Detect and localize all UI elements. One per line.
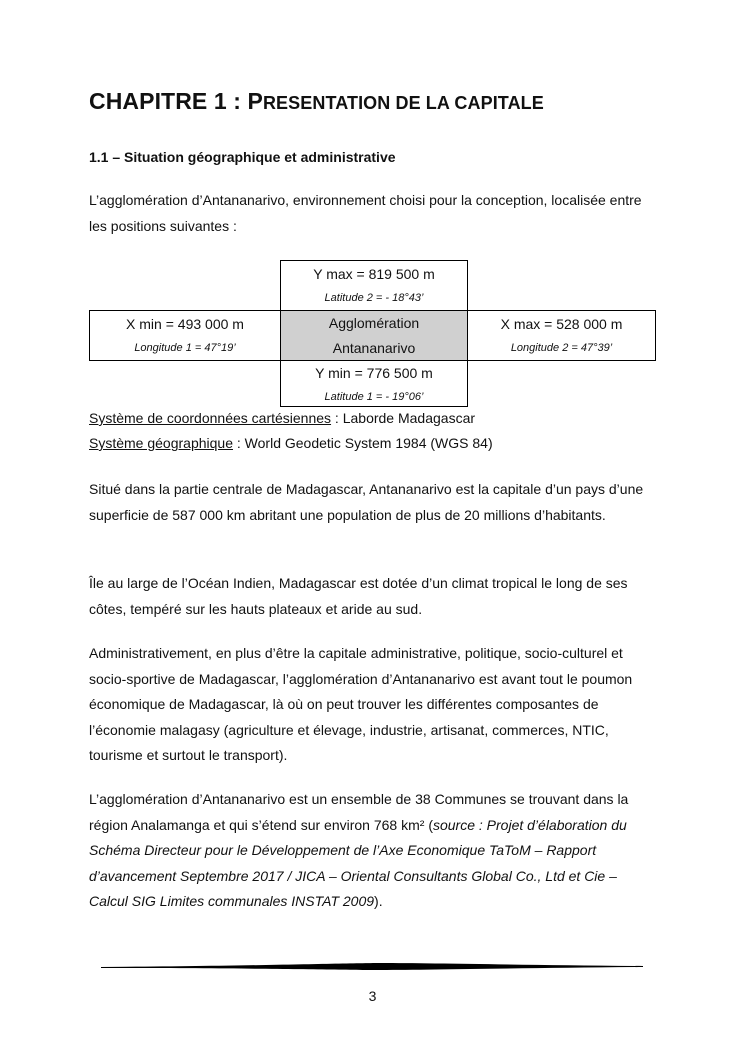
page-number: 3 [368,988,377,1004]
x-min-cell [89,310,281,361]
paragraph-communes [89,787,659,915]
x-max: X max = 528 000 m [500,316,623,332]
paragraph-location: Situé dans la partie centrale de Madagascar, Antananarivo est la capitale d’un pays d’une superficie de 587 000 km abritant une population de plus de 20 millions d’habitants. [89,481,644,523]
x-min: X min = 493 000 m [126,316,244,332]
latitude-1: Latitude 1 = - 19°06’ [324,391,424,403]
chapter-title [89,88,544,115]
paragraph-administration: Administrativement, en plus d’être la capitale administrative, politique, socio-culturel et socio-sportive de Madagascar, l’agglomération d’Antananarivo est avant tout le poumon économique de Madagascar, là où on peut trouver les différentes composantes de l’économie malagasy (agriculture et élevage, industrie, artisanat, commerces, NTIC, tourisme et surtout le transport). [89,645,633,763]
intro-paragraph: L’agglomération d’Antananarivo, environnement choisi pour la conception, localisée entre les positions suivantes : [89,192,642,234]
communes-text: L’agglomération d’Antananarivo est un ensemble de 38 Communes se trouvant dans la région Analamanga et qui s’étend sur environ 768 km² ( [89,791,629,833]
geographic-system-line [89,435,493,451]
antananarivo-label: Antananarivo [332,340,416,356]
chapter-title-prefix: CHAPITRE 1 : P [89,88,263,114]
geographic-system-value: : World Geodetic System 1984 (WGS 84) [233,435,493,451]
y-min-cell [280,360,468,407]
paragraph-climate: Île au large de l’Océan Indien, Madagascar est dotée d’un climat tropical le long de ses côtes, tempéré sur les hauts plateaux et aride au sud. [89,575,628,617]
agglomeration-cell [280,310,468,361]
chapter-title-rest: RESENTATION DE LA CAPITALE [262,93,544,113]
source-citation: source : Projet d’élaboration du Schéma Directeur pour le Développement de l’Axe Economique TaToM – Rapport d’avancement Septembre 2017 / JICA – Oriental Consultants Global Co., Ltd et Cie – Calcul SIG Limites communales INSTAT 2009 [89,816,627,909]
cartesian-system-value: : Laborde Madagascar [331,410,476,426]
latitude-2: Latitude 2 = - 18°43’ [324,292,424,304]
x-max-cell [467,310,656,361]
agglomeration-label: Agglomération [328,315,420,331]
section-title: 1.1 – Situation géographique et administrative [89,149,396,165]
geographic-system-label: Système géographique [89,435,233,451]
y-max-cell [280,260,468,311]
communes-text-end: ). [374,893,383,909]
cartesian-system-label: Système de coordonnées cartésiennes [89,410,332,426]
y-max: Y max = 819 500 m [313,266,435,282]
y-min: Y min = 776 500 m [315,365,433,381]
footer-divider [101,960,643,972]
longitude-1: Longitude 1 = 47°19’ [134,342,236,354]
longitude-2: Longitude 2 = 47°39’ [510,342,613,354]
cartesian-system-line [89,410,475,426]
